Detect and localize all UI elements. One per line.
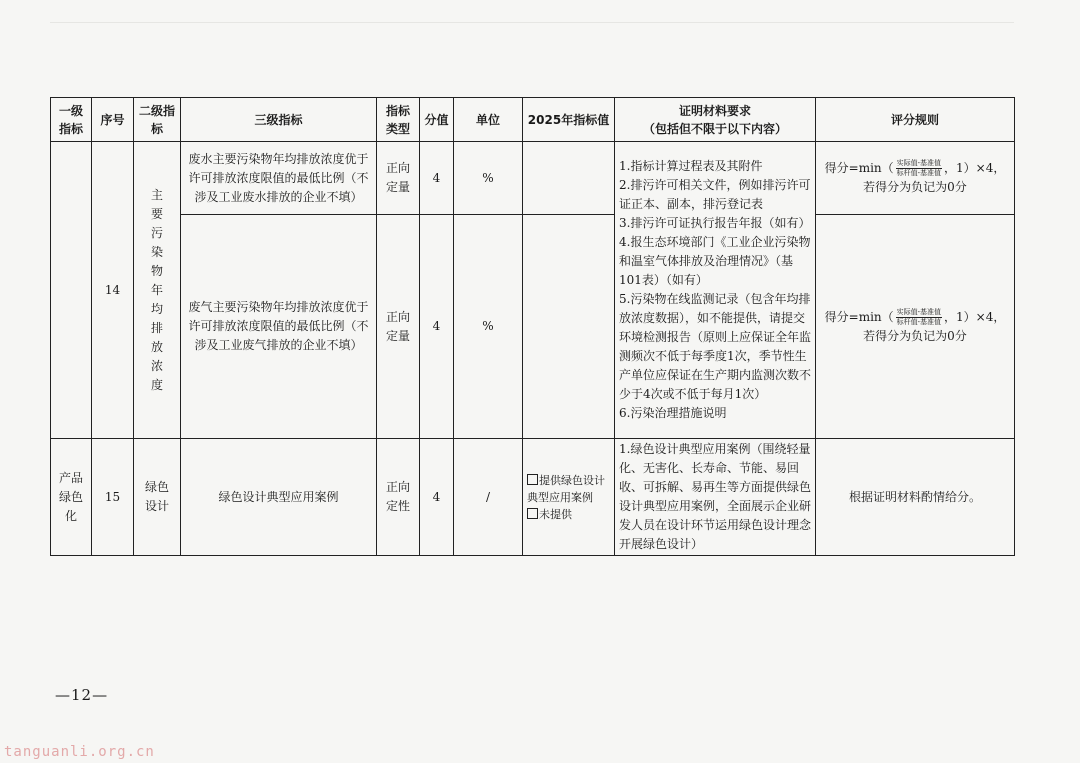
row14b-rule	[816, 215, 1015, 439]
row14-level1-cell	[51, 142, 92, 439]
row14b-rule-denominator: 标杆值-基准值	[896, 317, 942, 326]
row14a-score: 4	[420, 142, 454, 215]
header-target2025: 2025年指标值	[523, 98, 615, 142]
row14-level2-cell	[134, 142, 181, 439]
row15-rule: 根据证明材料酌情给分。	[816, 439, 1015, 556]
header-level3: 三级指标	[181, 98, 377, 142]
row14b-rule-fraction	[896, 308, 942, 327]
row15-target-option2-label: 未提供	[539, 507, 572, 521]
row14-level2: 主要污染物年均排放浓度	[150, 187, 163, 392]
table-row-14b	[51, 215, 1015, 439]
row14-evidence-4: 4.报生态环境部门《工业企业污染物和温室气体排放及治理情况》（基101表）（如有）	[619, 235, 811, 287]
checkbox-icon	[527, 508, 538, 519]
table-row-14a	[51, 142, 1015, 215]
row14a-rule-denominator: 标杆值-基准值	[896, 169, 942, 177]
row15-target-cell	[523, 439, 615, 556]
row15-seq: 15	[92, 439, 134, 556]
row15-target-option2	[527, 506, 610, 523]
table-row-15	[51, 439, 1015, 556]
indicator-table	[50, 97, 1015, 556]
header-rule: 评分规则	[816, 98, 1015, 142]
row14b-type-cell	[377, 215, 420, 439]
row14b-level3: 废气主要污染物年均排放浓度优于许可排放浓度限值的最低比例（不涉及工业废气排放的企业不填）	[181, 215, 377, 439]
header-unit: 单位	[454, 98, 523, 142]
header-score: 分值	[420, 98, 454, 142]
row14a-rule-suffix: ，1）×4，	[944, 161, 1006, 175]
scan-top-edge	[50, 22, 1014, 23]
row15-level3: 绿色设计典型应用案例	[181, 439, 377, 556]
row14b-score: 4	[420, 215, 454, 439]
row14-evidence-5: 5.污染物在线监测记录（包含年均排放浓度数据），如不能提供，请提交环境检测报告（原则上应保证全年监测频次不低于每季度1次，季节性生产单位应保证在生产期内监测次数不少于4次或不低于每月1次）	[619, 292, 812, 401]
row14-evidence-2: 2.排污许可相关文件，例如排污许可证正本、副本，排污登记表	[619, 178, 811, 211]
row15-target-option1-label: 提供绿色设计典型应用案例	[527, 473, 605, 504]
row14a-type-cell	[377, 142, 420, 215]
row14-evidence-cell	[615, 142, 816, 439]
row14-evidence-6: 6.污染治理措施说明	[619, 406, 727, 420]
row14a-rule-line2: 若得分为负记为0分	[863, 180, 967, 194]
watermark: tanguanli.org.cn	[4, 744, 155, 760]
header-level1: 一级指标	[51, 98, 92, 142]
row14a-rule-prefix: 得分=min（	[824, 161, 894, 175]
row14a-rule-numerator: 实际值-基准值	[896, 159, 942, 167]
row14b-rule-line2: 若得分为负记为0分	[863, 328, 967, 343]
row14-seq: 14	[92, 142, 134, 439]
header-evidence-line2: （包括但不限于以下内容）	[642, 121, 787, 136]
row14a-level3: 废水主要污染物年均排放浓度优于许可排放浓度限值的最低比例（不涉及工业废水排放的企业不填）	[181, 142, 377, 215]
row14a-target	[523, 142, 615, 215]
row14b-type: 正向定量	[385, 309, 410, 343]
header-evidence-line1: 证明材料要求	[678, 103, 751, 118]
row14a-rule	[816, 142, 1015, 215]
row15-type: 正向定性	[385, 480, 410, 513]
row14a-type: 正向定量	[385, 161, 410, 194]
row15-level2-cell	[134, 439, 181, 556]
row14a-rule-fraction	[896, 159, 942, 178]
row14a-unit: %	[454, 142, 523, 215]
row14b-rule-prefix: 得分=min（	[824, 309, 894, 324]
row14b-unit: %	[454, 215, 523, 439]
header-type: 指标类型	[377, 98, 420, 142]
row15-level1: 产品绿色化	[58, 470, 83, 523]
row15-target-option1	[527, 472, 610, 506]
row15-type-cell	[377, 439, 420, 556]
row15-level2: 绿色设计	[144, 480, 169, 513]
row15-unit: /	[454, 439, 523, 556]
header-seq: 序号	[92, 98, 134, 142]
header-evidence	[615, 98, 816, 142]
row15-evidence: 1.绿色设计典型应用案例（围绕轻量化、无害化、长寿命、节能、易回收、可拆解、易再生等方面提供绿色设计典型应用案例，全面展示企业研发人员在设计环节运用绿色设计理念开展绿色设计）	[615, 439, 816, 556]
row14b-rule-numerator: 实际值-基准值	[896, 307, 942, 316]
page-number: —12—	[55, 686, 109, 704]
row14b-target	[523, 215, 615, 439]
row14b-rule-suffix: ，1）×4，	[944, 309, 1006, 324]
checkbox-icon	[527, 474, 538, 485]
row15-level1-cell	[51, 439, 92, 556]
row14-evidence-1: 1.指标计算过程表及其附件	[619, 159, 763, 173]
header-level2: 二级指标	[134, 98, 181, 142]
row15-score: 4	[420, 439, 454, 556]
row14-evidence-3: 3.排污许可证执行报告年报（如有）	[619, 216, 811, 230]
header-row	[51, 98, 1015, 142]
